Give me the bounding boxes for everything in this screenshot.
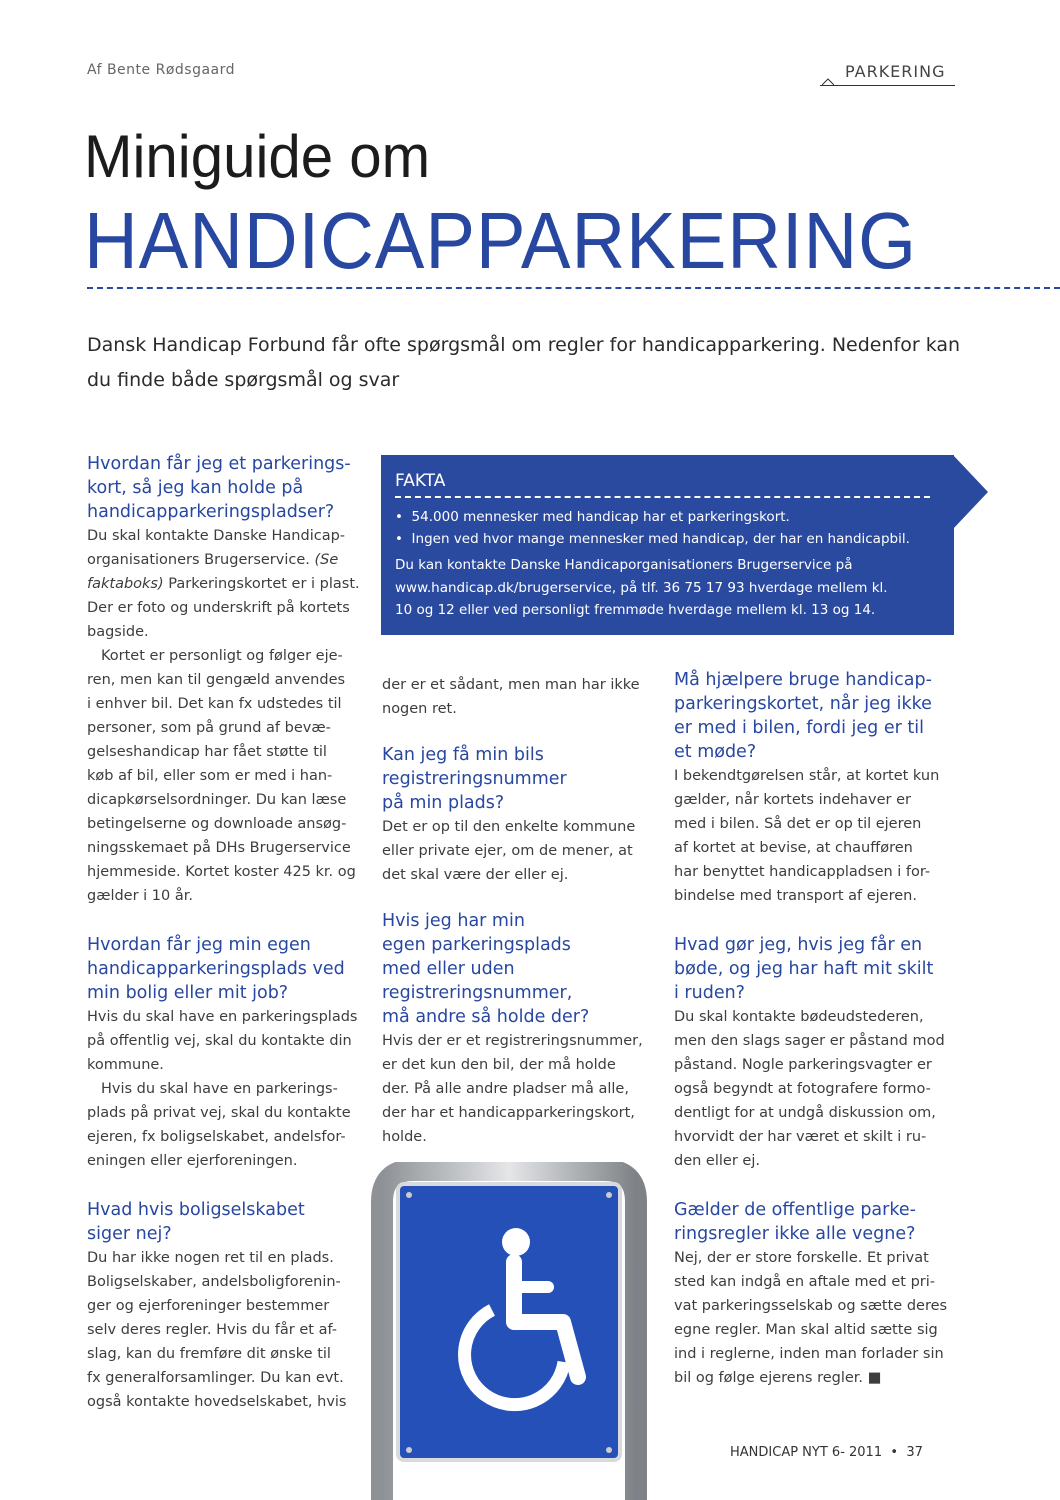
section-heading-line: et møde?: [674, 742, 757, 762]
section-rule: [820, 85, 955, 86]
body-line: i enhver bil. Det kan fx udstedes til: [87, 696, 342, 712]
body-line: gælder, når kortets indehaver er: [674, 792, 911, 808]
section-heading-line: egen parkeringsplads: [382, 935, 571, 955]
title-divider: [87, 287, 1060, 289]
body-line: dicapkørselsordninger. Du kan læse: [87, 792, 347, 808]
body-line: selv deres regler. Hvis du får et af-: [87, 1322, 337, 1338]
body-line: Boligselskaber, andelsboligforenin-: [87, 1274, 341, 1290]
body-line: der. På alle andre pladser må alle,: [382, 1081, 629, 1097]
body-italic: (Se: [314, 552, 339, 568]
body-line: ningsskemaet på DHs Brugerservice: [87, 840, 351, 856]
body-line: Du har ikke nogen ret til en plads.: [87, 1250, 334, 1266]
body-line: Hvis du skal have en parkerings-: [101, 1081, 338, 1097]
body-line: plads på privat vej, skal du kontakte: [87, 1105, 351, 1121]
body-line: Hvis du skal have en parkeringsplads: [87, 1009, 358, 1025]
fakta-arrow: [953, 455, 988, 529]
body-line: også begyndt at fotografere formo-: [674, 1081, 931, 1097]
body-line: bindelse med transport af ejeren.: [674, 888, 917, 904]
fakta-line: 10 og 12 eller ved personligt fremmøde hverdage mellem kl. 13 og 14.: [395, 602, 876, 618]
body-line: gælder i 10 år.: [87, 888, 193, 904]
title-line-1: Miniguide om: [84, 123, 431, 190]
body-text: organisationers Brugerservice.: [87, 552, 315, 568]
body-line: den eller ej.: [674, 1153, 760, 1169]
body-line: I bekendtgørelsen står, at kortet kun: [674, 768, 940, 784]
section-heading-line: Hvordan får jeg et parkerings-: [87, 454, 351, 474]
body-line: dentligt for at undgå diskussion om,: [674, 1105, 936, 1121]
body-line: egne regler. Man skal altid sætte sig: [674, 1322, 938, 1338]
body-text: Parkeringskortet er i plast.: [163, 576, 360, 592]
body-line: hvorvidt der har været et skilt i ru-: [674, 1129, 927, 1145]
section-heading-line: ringsregler ikke alle vegne?: [674, 1224, 916, 1244]
footer-bullet: •: [890, 1445, 899, 1460]
body-line: Der er foto og underskrift på kortets: [87, 600, 350, 616]
body-line: Du skal kontakte bødeudstederen,: [674, 1009, 924, 1025]
body-line: er det kun den bil, der må holde: [382, 1057, 616, 1073]
body-line: eningen eller ejerforeningen.: [87, 1153, 298, 1169]
section-heading-line: min bolig eller mit job?: [87, 983, 289, 1003]
body-line: ren, men kan til gengæld anvendes: [87, 672, 346, 688]
footer-publication: HANDICAP NYT 6- 2011: [730, 1445, 883, 1460]
body-line: der har et handicapparkeringskort,: [382, 1105, 635, 1121]
body-line: Kortet er personligt og følger eje-: [101, 648, 343, 664]
section-heading-line: Hvad hvis boligselskabet: [87, 1200, 305, 1220]
body-line: fx generalforsamlinger. Du kan evt.: [87, 1370, 344, 1386]
section-heading-line: Hvad gør jeg, hvis jeg får en: [674, 935, 923, 955]
body-line: Nej, der er store forskelle. Et privat: [674, 1250, 929, 1266]
body-line: men den slags sager er påstand mod: [674, 1033, 945, 1049]
body-line: af kortet at bevise, at chaufføren: [674, 840, 913, 856]
article-section: [674, 1198, 964, 1390]
body-line: eller private ejer, om de mener, at: [382, 843, 633, 859]
intro-text: Dansk Handicap Forbund får ofte spørgsmål om regler for handicapparkering. Nedenfor kan du finde både spørgsmål og svar: [87, 334, 961, 391]
fakta-line: Du kan kontakte Danske Handicaporganisationers Brugerservice på: [395, 557, 853, 573]
section-rule-peak: [822, 78, 834, 86]
body-line: ind i reglerne, inden man forlader sin: [674, 1346, 944, 1362]
body-line: hjemmeside. Kortet koster 425 kr. og: [87, 864, 356, 880]
article-section: [87, 933, 377, 1173]
body-line: holde.: [382, 1129, 427, 1145]
article-section: [674, 668, 964, 908]
title-line-2: HANDICAPPARKERING: [84, 196, 917, 285]
body-line: køb af bil, eller som er med i han-: [87, 768, 333, 784]
body-line: personer, som på grund af bevæ-: [87, 720, 331, 736]
fakta-divider: [395, 496, 930, 498]
section-heading-line: Kan jeg få min bils: [382, 745, 544, 765]
fakta-bullet: • Ingen ved hvor mange mennesker med handicap, der har en handicapbil.: [395, 531, 910, 547]
section-heading-line: med eller uden: [382, 959, 515, 979]
body-line: slag, kan du fremføre dit ønske til: [87, 1346, 331, 1362]
section-heading-line: Gælder de offentlige parke-: [674, 1200, 916, 1220]
article-section: [382, 909, 672, 1149]
body-line: der er et sådant, men man har ikke: [382, 677, 640, 693]
body-line: nogen ret.: [382, 701, 457, 717]
body-line: [87, 548, 377, 572]
article-section: [87, 452, 377, 908]
body-line: med i bilen. Så det er op til ejeren: [674, 816, 922, 832]
section-heading-line: handicapparkeringspladser?: [87, 502, 335, 522]
section-heading-line: bøde, og jeg har haft mit skilt: [674, 959, 934, 979]
section-heading-line: må andre så holde der?: [382, 1007, 590, 1027]
section-heading-line: handicapparkeringsplads ved: [87, 959, 345, 979]
article-section: [87, 1198, 377, 1414]
body-line: ger og ejerforeninger bestemmer: [87, 1298, 330, 1314]
section-heading-line: registreringsnummer,: [382, 983, 573, 1003]
body-line: også kontakte hovedselskabet, hvis: [87, 1394, 347, 1410]
body-italic: faktaboks): [87, 576, 164, 592]
section-heading-line: parkeringskortet, når jeg ikke: [674, 694, 932, 714]
fakta-bullet: • 54.000 mennesker med handicap har et parkeringskort.: [395, 509, 790, 525]
section-heading-line: siger nej?: [87, 1224, 172, 1244]
article-section: [382, 673, 672, 721]
body-line: har benyttet handicappladsen i for-: [674, 864, 931, 880]
section-heading-line: kort, så jeg kan holde på: [87, 478, 304, 498]
body-line: [87, 572, 377, 596]
section-heading-line: i ruden?: [674, 983, 745, 1003]
byline: Af Bente Rødsgaard: [87, 62, 236, 78]
section-heading-line: er med i bilen, fordi jeg er til: [674, 718, 924, 738]
section-heading-line: registreringsnummer: [382, 769, 567, 789]
body-line: det skal være der eller ej.: [382, 867, 569, 883]
section-heading-line: Hvordan får jeg min egen: [87, 935, 311, 955]
page-number: 37: [906, 1445, 923, 1460]
body-line: ejeren, fx boligselskabet, andelsfor-: [87, 1129, 346, 1145]
body-line: Du skal kontakte Danske Handicap-: [87, 528, 346, 544]
body-line: betingelserne og downloade ansøg-: [87, 816, 347, 832]
body-line: bil og følge ejerens regler. ■: [674, 1370, 882, 1386]
section-heading-line: Må hjælpere bruge handicap-: [674, 670, 932, 690]
body-line: bagside.: [87, 624, 149, 640]
body-line: sted kan indgå en aftale med et pri-: [674, 1274, 936, 1290]
body-line: kommune.: [87, 1057, 164, 1073]
body-line: påstand. Nogle parkeringsvagter er: [674, 1057, 932, 1073]
section-heading-line: på min plads?: [382, 793, 505, 813]
article-section: [674, 933, 964, 1173]
fakta-bullet-text: Ingen ved hvor mange mennesker med handicap, der har en handicapbil.: [411, 531, 910, 547]
body-line: gelseshandicap har fået støtte til: [87, 744, 327, 760]
fakta-bullet-text: 54.000 mennesker med handicap har et parkeringskort.: [411, 509, 790, 525]
section-label: PARKERING: [845, 62, 946, 81]
article-section: [382, 743, 672, 887]
body-line: på offentlig vej, skal du kontakte din: [87, 1033, 352, 1049]
handicap-parking-sign-photo: [368, 1162, 650, 1500]
page-footer: [730, 1445, 923, 1460]
body-line: Hvis der er et registreringsnummer,: [382, 1033, 643, 1049]
section-heading-line: Hvis jeg har min: [382, 911, 525, 931]
body-line: vat parkeringsselskab og sætte deres: [674, 1298, 948, 1314]
fakta-box: [381, 455, 954, 635]
fakta-line: www.handicap.dk/brugerservice, på tlf. 36 75 17 93 hverdage mellem kl.: [395, 580, 888, 596]
body-line: Det er op til den enkelte kommune: [382, 819, 636, 835]
fakta-title: FAKTA: [395, 471, 446, 491]
